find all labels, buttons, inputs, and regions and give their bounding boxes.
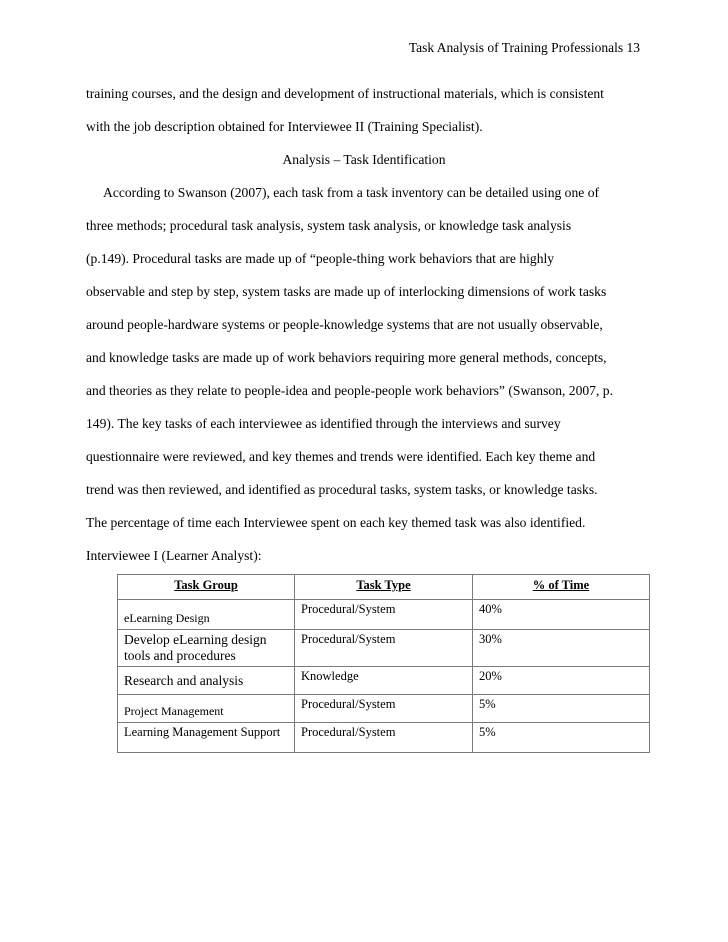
table-row — [118, 630, 650, 667]
running-head: Task Analysis of Training Professionals 13 — [408, 40, 640, 55]
percent-cell: 30% — [473, 630, 650, 667]
table-row — [118, 723, 650, 753]
percent-cell: 5% — [473, 695, 650, 723]
body-line: According to Swanson (2007), each task from a task inventory can be detailed using one of — [103, 185, 600, 200]
body-line: three methods; procedural task analysis, system task analysis, or knowledge task analysis — [86, 218, 572, 233]
percent-cell: 5% — [473, 723, 650, 753]
header-percent-time: % of Time — [473, 575, 650, 600]
body-line: and theories as they relate to people-idea and people-people work behaviors” (Swanson, 2007, p. — [86, 383, 613, 398]
body-line: The percentage of time each Interviewee spent on each key themed task was also identified. — [86, 515, 586, 530]
task-table — [117, 574, 650, 753]
section-heading: Analysis – Task Identification — [282, 152, 446, 167]
body-line: trend was then reviewed, and identified as procedural tasks, system tasks, or knowledge tasks. — [86, 482, 598, 497]
task-type-cell: Procedural/System — [295, 600, 473, 630]
task-type-cell: Procedural/System — [295, 630, 473, 667]
body-line: training courses, and the design and development of instructional materials, which is consistent — [86, 86, 604, 101]
body-line: (p.149). Procedural tasks are made up of “people-thing work behaviors that are highly — [86, 251, 555, 266]
header-task-type: Task Type — [295, 575, 473, 600]
body-line: observable and step by step, system tasks are made up of interlocking dimensions of work tasks — [86, 284, 607, 299]
header-task-group: Task Group — [118, 575, 295, 600]
body-line: 149). The key tasks of each interviewee as identified through the interviews and survey — [86, 416, 561, 431]
body-line: and knowledge tasks are made up of work behaviors requiring more general methods, concepts, — [86, 350, 607, 365]
table-row — [118, 695, 650, 723]
body-line: with the job description obtained for Interviewee II (Training Specialist). — [86, 119, 483, 134]
body-line-caption: Interviewee I (Learner Analyst): — [86, 548, 262, 563]
body-line: around people-hardware systems or people-knowledge systems that are not usually observable, — [86, 317, 603, 332]
task-group-cell: Learning Management Support — [124, 725, 281, 739]
task-group-cell: Develop eLearning design tools and procedures — [124, 632, 267, 663]
table-row — [118, 667, 650, 695]
table-header-row — [118, 575, 650, 600]
task-type-cell: Knowledge — [295, 667, 473, 695]
task-type-cell: Procedural/System — [295, 695, 473, 723]
task-group-cell: Project Management — [124, 704, 224, 718]
task-group-cell: Research and analysis — [124, 673, 244, 688]
percent-cell: 20% — [473, 667, 650, 695]
percent-cell: 40% — [473, 600, 650, 630]
body-line: questionnaire were reviewed, and key themes and trends were identified. Each key theme and — [86, 449, 596, 464]
task-type-cell: Procedural/System — [295, 723, 473, 753]
table-row — [118, 600, 650, 630]
task-group-cell: eLearning Design — [124, 611, 210, 625]
